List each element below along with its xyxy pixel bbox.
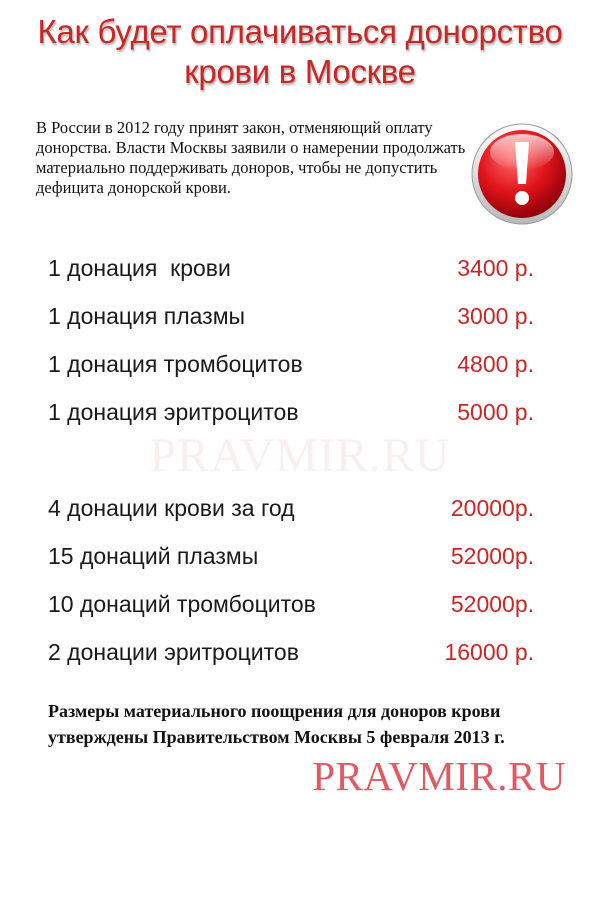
donation-price: 3000 р.: [457, 303, 534, 329]
page-title: Как будет оплачиваться донорство крови в Москве: [37, 13, 563, 90]
donation-label: 10 донаций тромбоцитов: [48, 591, 316, 617]
table-row: [0, 396, 600, 428]
table-row: [0, 348, 600, 380]
table-row: [0, 300, 600, 332]
donation-label: 1 донация крови: [48, 255, 231, 281]
table-row: [0, 588, 600, 620]
table-row: [0, 252, 600, 284]
donation-label: 15 донаций плазмы: [48, 543, 259, 569]
intro-paragraph: В России в 2012 году принят закон, отменяющий оплату донорства. Власти Москвы заявили о намерении продолжать материально поддерживать доноров, чтобы не допустить дефицита донорской крови.: [36, 118, 466, 197]
donation-label: 1 донация тромбоцитов: [48, 351, 303, 377]
exclamation-warning-icon: [470, 122, 574, 226]
donation-price: 3400 р.: [457, 255, 534, 281]
table-row: [0, 540, 600, 572]
donation-price: 4800 р.: [457, 351, 534, 377]
donation-label: 4 донации крови за год: [48, 495, 295, 521]
donation-price: 52000р.: [450, 591, 534, 617]
donation-label: 2 донации эритроцитов: [48, 639, 299, 665]
footnote: Размеры материального поощрения для доноров крови утверждены Правительством Москвы 5 февраля 2013 г.: [48, 701, 505, 747]
donation-label: 1 донация плазмы: [48, 303, 246, 329]
watermark: PRAVMIR.RU: [149, 429, 451, 482]
donation-label: 1 донация эритроцитов: [48, 399, 299, 425]
brand-logo-text: PRAVMIR.RU: [312, 753, 566, 799]
donation-price: 16000 р.: [444, 639, 534, 665]
table-row: [0, 492, 600, 524]
donation-price: 52000р.: [450, 543, 534, 569]
table-row: [0, 636, 600, 668]
donation-price: 20000р.: [450, 495, 534, 521]
donation-price: 5000 р.: [457, 399, 534, 425]
